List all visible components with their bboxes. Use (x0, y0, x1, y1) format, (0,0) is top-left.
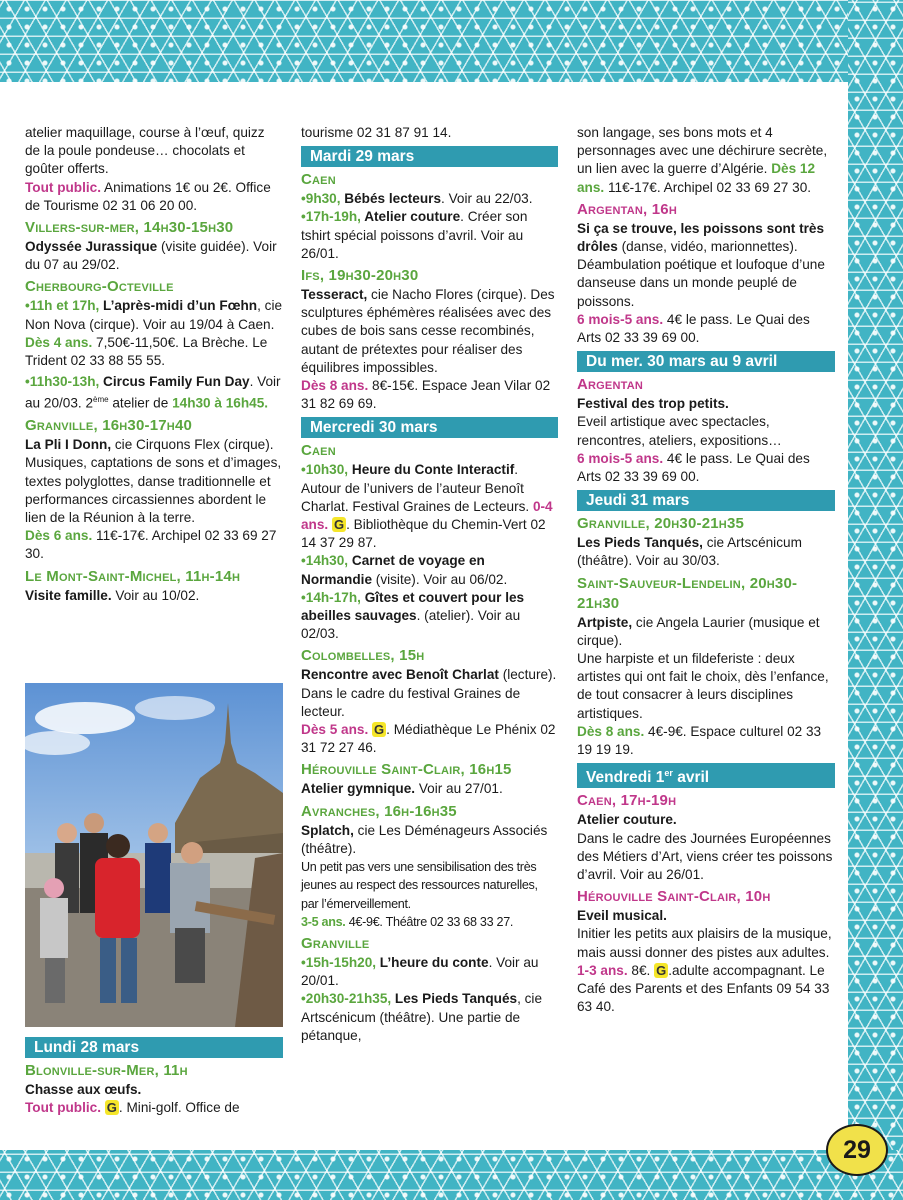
event-text: •14h30, Carnet de voyage en Normandie (visite). Voir au 06/02. (301, 553, 508, 587)
event-city: Caen (301, 442, 336, 460)
event-city: Colombelles, 15h (301, 647, 425, 665)
column-3 (577, 124, 835, 1016)
free-badge: G (374, 722, 385, 738)
free-badge: G (106, 1100, 117, 1116)
event-text: 1-3 ans. 8€. G .adulte accompagnant. Le Café des Parents et des Enfants 09 54 33 63 40. (577, 962, 830, 1015)
column-1-bottom (25, 1037, 283, 1117)
event-city: Hérouville Saint-Clair, 10h (577, 888, 771, 906)
event-text: Atelier gymnique. Voir au 27/01. (301, 781, 503, 797)
event-city: Granville, 16h30-17h40 (25, 417, 193, 435)
event-text: Splatch, cie Les Déménageurs Associés (théâtre). (301, 822, 548, 856)
event-text: 3-5 ans. 4€-9€. Théâtre 02 33 68 33 27. (301, 914, 514, 929)
event-city: Granville, 20h30-21h35 (577, 515, 745, 533)
event-text: La Pli I Donn, cie Cirquons Flex (cirque). Musiques, captations de sons et d’images, textes polyglottes, danse traditionnelle et performances circassiennes abordent le lien de la Réunion à la terre. (25, 437, 282, 525)
event-text: Tesseract, cie Nacho Flores (cirque). Des sculptures éphémères réalisées avec des cubes de bois sans cesse recombinés, autant de prétextes pour réaliser des équilibres impossibles. (301, 287, 555, 375)
event-text: Rencontre avec Benoît Charlat (lecture). Dans le cadre du festival Graines de lecteur. (301, 667, 557, 719)
event-text: Initier les petits aux plaisirs de la musique, mais aussi donner des pistes aux adultes. (577, 926, 832, 960)
day-header-mercredi: Mercredi 30 mars (301, 417, 558, 438)
event-text: Eveil musical. (577, 908, 667, 924)
event-city: Argentan (577, 376, 644, 394)
event-text: •11h30-13h, Circus Family Fun Day. Voir au 20/03. 2ème atelier de 14h30 à 16h45. (25, 374, 281, 411)
event-text: 6 mois-5 ans. 4€ le pass. Le Quai des Arts 02 33 39 69 00. (577, 311, 810, 346)
event-city: Argentan, 16h (577, 200, 677, 218)
event-text: Une harpiste et un fildeferiste : deux artistes qui ont fait le choix, dès l’enfance, de tout consacrer à leurs disciplines artistiques. (577, 651, 829, 721)
event-text: •9h30, Bébés lecteurs. Voir au 22/03. (301, 191, 533, 207)
event-text: Chasse aux œufs. (25, 1082, 142, 1097)
day-header-du-mer: Du mer. 30 mars au 9 avril (577, 351, 835, 372)
event-city: Caen (301, 171, 336, 189)
event-text: Déambulation poétique et loufoque d’une danseuse dans un monde peuplé de poissons. (577, 257, 825, 309)
column-1 (25, 124, 283, 605)
event-text: Un petit pas vers une sensibilisation des très jeunes au respect des ressources naturelles, par l’émerveillement. (301, 860, 538, 911)
event-city: Cherbourg-Octeville (25, 278, 174, 296)
event-text: 6 mois-5 ans. 4€ le pass. Le Quai des Arts 02 33 39 69 00. (577, 450, 810, 485)
event-text: •11h et 17h, L’après-midi d’un Fœhn, cie Non Nova (cirque). Voir au 19/04 à Caen. Dès 4 ans. 7,50€-11,50€. La Brèche. Le Trident 02 33 88 55 55. (25, 298, 283, 369)
column-2 (301, 124, 558, 1045)
event-text: Eveil artistique avec spectacles, rencontres, ateliers, expositions… (577, 414, 782, 448)
event-text: Si ça se trouve, les poissons sont très drôles (danse, vidéo, marionnettes). (577, 220, 825, 255)
event-text: •15h-15h20, L’heure du conte. Voir au 20/01. (301, 954, 539, 989)
decorative-pattern-right (848, 0, 903, 1200)
event-text: •10h30, Heure du Conte Interactif. Autour de l’univers de l’auteur Benoît Charlat. Festival Graines de Lecteurs. 0-4 ans. G . Bibliothèque du Chemin-Vert 02 14 37 29 87. (301, 462, 553, 551)
photo-mont-saint-michel (25, 683, 283, 1027)
day-header-jeudi: Jeudi 31 mars (577, 490, 835, 511)
event-text: Odyssée Jurassique (visite guidée). Voir du 07 au 29/02. (25, 239, 277, 273)
event-city: Ifs, 19h30-20h30 (301, 267, 419, 285)
family-photo-illustration (25, 683, 283, 1027)
day-header-mardi: Mardi 29 mars (301, 146, 558, 167)
event-text: Dès 6 ans. 11€-17€. Archipel 02 33 69 27 30. (25, 528, 277, 562)
paragraph: tourisme 02 31 87 91 14. (301, 125, 452, 140)
event-text: Visite famille. Voir au 10/02. (25, 587, 200, 603)
day-header-vendredi: Vendredi 1er avril (577, 763, 835, 788)
page-number: 29 (826, 1124, 888, 1176)
paragraph: son langage, ses bons mots et 4 personnages avec une déchirure secrète, un lien avec la guerre d’Algérie. Dès 12 ans. 11€-17€. Archipel 02 33 69 27 30. (577, 125, 828, 195)
event-city: Le Mont-Saint-Michel, 11h-14h (25, 567, 241, 585)
event-city: Avranches, 16h-16h35 (301, 802, 457, 820)
age-label: Tout public. (25, 179, 102, 195)
event-text: Artpiste, cie Angela Laurier (musique et cirque). (577, 614, 820, 648)
event-text: •17h-19h, Atelier couture. Créer son tshirt spécial poissons d’avril. Voir au 26/01. (301, 209, 528, 261)
event-city: Hérouville Saint-Clair, 16h15 (301, 761, 512, 779)
event-city: Caen, 17h-19h (577, 792, 677, 810)
event-text: Atelier couture. (577, 812, 677, 828)
free-badge: G (333, 517, 345, 533)
day-header-lundi: Lundi 28 mars (25, 1037, 283, 1058)
event-text: Dès 5 ans. G . Médiathèque Le Phénix 02 31 72 27 46. (301, 722, 556, 756)
event-text: Les Pieds Tanqués, cie Artscénicum (théâtre). Voir au 30/03. (577, 535, 802, 569)
free-badge: G (656, 962, 667, 978)
event-city: Blonville-sur-Mer, 11h (25, 1062, 188, 1079)
decorative-pattern-top (0, 0, 903, 82)
event-text: •14h-17h, Gîtes et couvert pour les abeilles sauvages. (atelier). Voir au 02/03. (301, 589, 525, 642)
event-text: Dans le cadre des Journées Européennes des Métiers d’Art, viens créer tes poissons d’avril. Voir au 26/01. (577, 830, 833, 883)
paragraph: atelier maquillage, course à l’œuf, quizz de la poule pondeuse… chocolats et goûter offerts. (25, 125, 265, 177)
event-text: Tout public. G . Mini-golf. Office de (25, 1100, 240, 1116)
event-city: Granville (301, 934, 370, 952)
event-text: Dès 8 ans. 8€-15€. Espace Jean Vilar 02 31 82 69 69. (301, 378, 551, 412)
paragraph: Tout public. Animations 1€ ou 2€. Office de Tourisme 02 31 06 20 00. (25, 179, 271, 213)
event-text: •20h30-21h35, Les Pieds Tanqués, cie Artscénicum (théâtre). Une partie de pétanque, (301, 991, 543, 1043)
decorative-pattern-bottom (0, 1150, 903, 1200)
event-city: Villers-sur-mer, 14h30-15h30 (25, 219, 234, 237)
event-text: Dès 8 ans. 4€-9€. Espace culturel 02 33 19 19 19. (577, 723, 822, 758)
event-city: Saint-Sauveur-Lendelin, 20h30-21h30 (577, 574, 798, 612)
event-text: Festival des trop petits. (577, 396, 729, 412)
